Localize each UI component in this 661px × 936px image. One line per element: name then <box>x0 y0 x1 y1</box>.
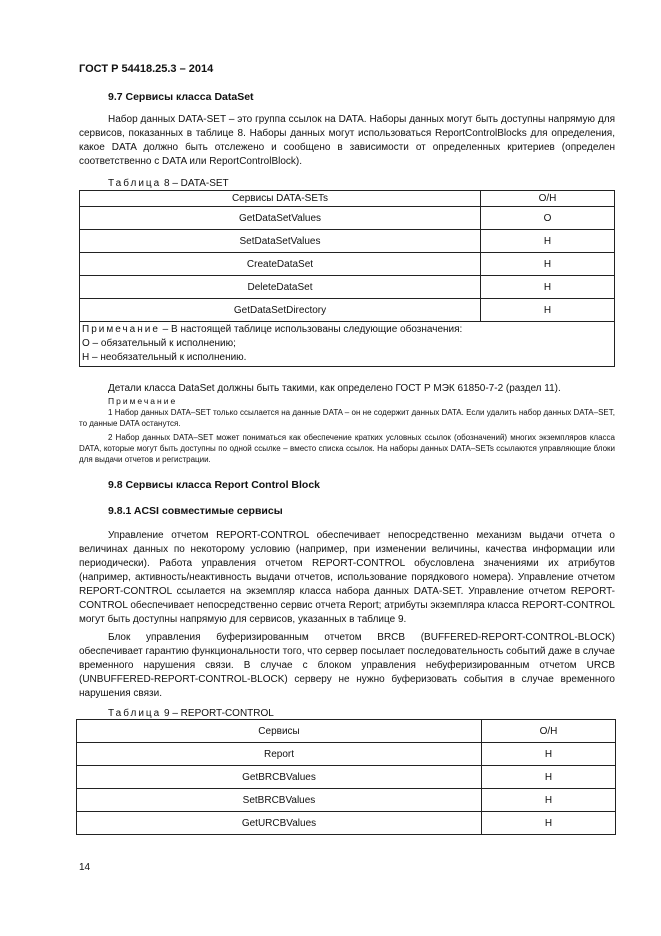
table-row <box>80 299 615 322</box>
table-row <box>77 766 616 789</box>
table8-service-cell: DeleteDataSet <box>80 276 481 299</box>
table8-caption <box>108 178 229 189</box>
table8-flag-cell: О <box>481 207 615 230</box>
table9-service-cell: GetURCBValues <box>77 812 482 835</box>
dataset-details-paragraph: Детали класса DataSet должны быть такими, как определено ГОСТ Р МЭК 61850-7-2 (раздел 11). <box>108 383 561 394</box>
document-header: ГОСТ Р 54418.25.3 – 2014 <box>79 63 214 75</box>
table8-flag-cell: Н <box>481 299 615 322</box>
table9-service-cell: GetBRCBValues <box>77 766 482 789</box>
table8-service-cell: GetDataSetValues <box>80 207 481 230</box>
notes-title: Примечание <box>108 396 178 406</box>
table9-caption <box>108 708 274 719</box>
table9-flag-cell: Н <box>482 812 616 835</box>
table8-caption-word: Таблица <box>108 178 162 189</box>
table8-note-line3: Н – необязательный к исполнению. <box>82 352 247 363</box>
table-row <box>77 812 616 835</box>
note-1: 1 Набор данных DATA–SET только ссылается на данные DATA – он не содержит данных DATA. Если удалить набор данных DATA–SET, то данные DATA останутся. <box>79 408 615 428</box>
table8-note-line2: О – обязательный к исполнению; <box>82 338 236 349</box>
note-2: 2 Набор данных DATA–SET может пониматься как обеспечение кратких условных ссылок (обозначений) многих экземпляров класса DATA, которые могут быть доступны по одной ссылке – вместо списка ссылок. На наборы данных DATA–SETs ссылаются управляющие блоки для выдачи отчетов и регистрации. <box>79 433 615 464</box>
table9-service-cell: Report <box>77 743 482 766</box>
table9-flag-cell: Н <box>482 789 616 812</box>
table9-report-control-services <box>76 719 616 835</box>
table9-header-row <box>77 720 616 743</box>
table8-note-word: Примечание <box>82 324 160 335</box>
table9-flag-cell: Н <box>482 743 616 766</box>
table-row <box>80 253 615 276</box>
table8-caption-rest: 8 – DATA-SET <box>164 178 229 189</box>
report-control-paragraph: Управление отчетом REPORT-CONTROL обеспечивает непосредственно механизм выдачи отчета о величинах данных по некоторому условию (например, при изменении величины, качества информации или периодически). Работа управления отчетом REPORT-CONTROL обусловлена значениями их атрибутов (например, активность/неактивность выдачи отчетов, использование порядкового номера). Управление отчетом REPORT-CONTROL ссылается на экземпляр класса набора данных DATA-SET. Управление отчетом REPORT-CONTROL обеспечивает непосредственно сервис отчета Report; атрибуты экземпляра класса REPORT-CONTROL могут быть доступны напрямую для сервисов, указанных в таблице 9. <box>79 530 615 625</box>
table8-flag-cell: Н <box>481 253 615 276</box>
table9-col-services: Сервисы <box>77 720 482 743</box>
table9-col-flag: О/Н <box>482 720 616 743</box>
table-row <box>80 207 615 230</box>
brcb-paragraph: Блок управления буферизированным отчетом BRCB (BUFFERED-REPORT-CONTROL-BLOCK) обеспечивает гарантию функциональности того, что сервер посылает последовательность событий даже в случае временного нарушения связи. В случае с блоком управления небуферизированным отчетом URCB (UNBUFFERED-REPORT-CONTROL-BLOCK) серверу не нужно буферизовать события в случае временного нарушения связи. <box>79 632 615 699</box>
table9-flag-cell: Н <box>482 766 616 789</box>
table8-service-cell: SetDataSetValues <box>80 230 481 253</box>
table8-note-row <box>80 322 615 367</box>
table8-note-line1 <box>82 323 612 337</box>
table8-note-text: – В настоящей таблице использованы следующие обозначения: <box>159 324 463 335</box>
table-row <box>77 743 616 766</box>
table-row <box>77 789 616 812</box>
table8-col-flag: О/Н <box>481 191 615 207</box>
table8-col-services: Сервисы DATA-SETs <box>80 191 481 207</box>
section-heading-9-8: 9.8 Сервисы класса Report Control Block <box>108 479 321 491</box>
page-number: 14 <box>79 862 91 873</box>
table8-note-cell <box>80 322 615 367</box>
table8-service-cell: CreateDataSet <box>80 253 481 276</box>
table8-flag-cell: Н <box>481 230 615 253</box>
section-heading-9-7: 9.7 Сервисы класса DataSet <box>108 91 254 103</box>
table8-service-cell: GetDataSetDirectory <box>80 299 481 322</box>
dataset-intro-paragraph: Набор данных DATA-SET – это группа ссылок на DATA. Наборы данных могут быть доступны напрямую для сервисов, показанных в таблице 8. Наборы данных могут использоваться ReportControlBlocks для определения, какое DATA должно быть отслежено и сообщено в зависимости от определенных критериев (определен соответственно с DATA или ReportControlBlock). <box>79 114 615 167</box>
table-row <box>80 276 615 299</box>
table8-dataset-services <box>79 190 615 367</box>
table9-service-cell: SetBRCBValues <box>77 789 482 812</box>
table8-flag-cell: Н <box>481 276 615 299</box>
table8-header-row <box>80 191 615 207</box>
table-row <box>80 230 615 253</box>
table9-caption-word: Таблица <box>108 708 162 719</box>
subsection-heading-9-8-1: 9.8.1 ACSI совместимые сервисы <box>108 505 283 517</box>
table9-caption-rest: 9 – REPORT-CONTROL <box>164 708 274 719</box>
